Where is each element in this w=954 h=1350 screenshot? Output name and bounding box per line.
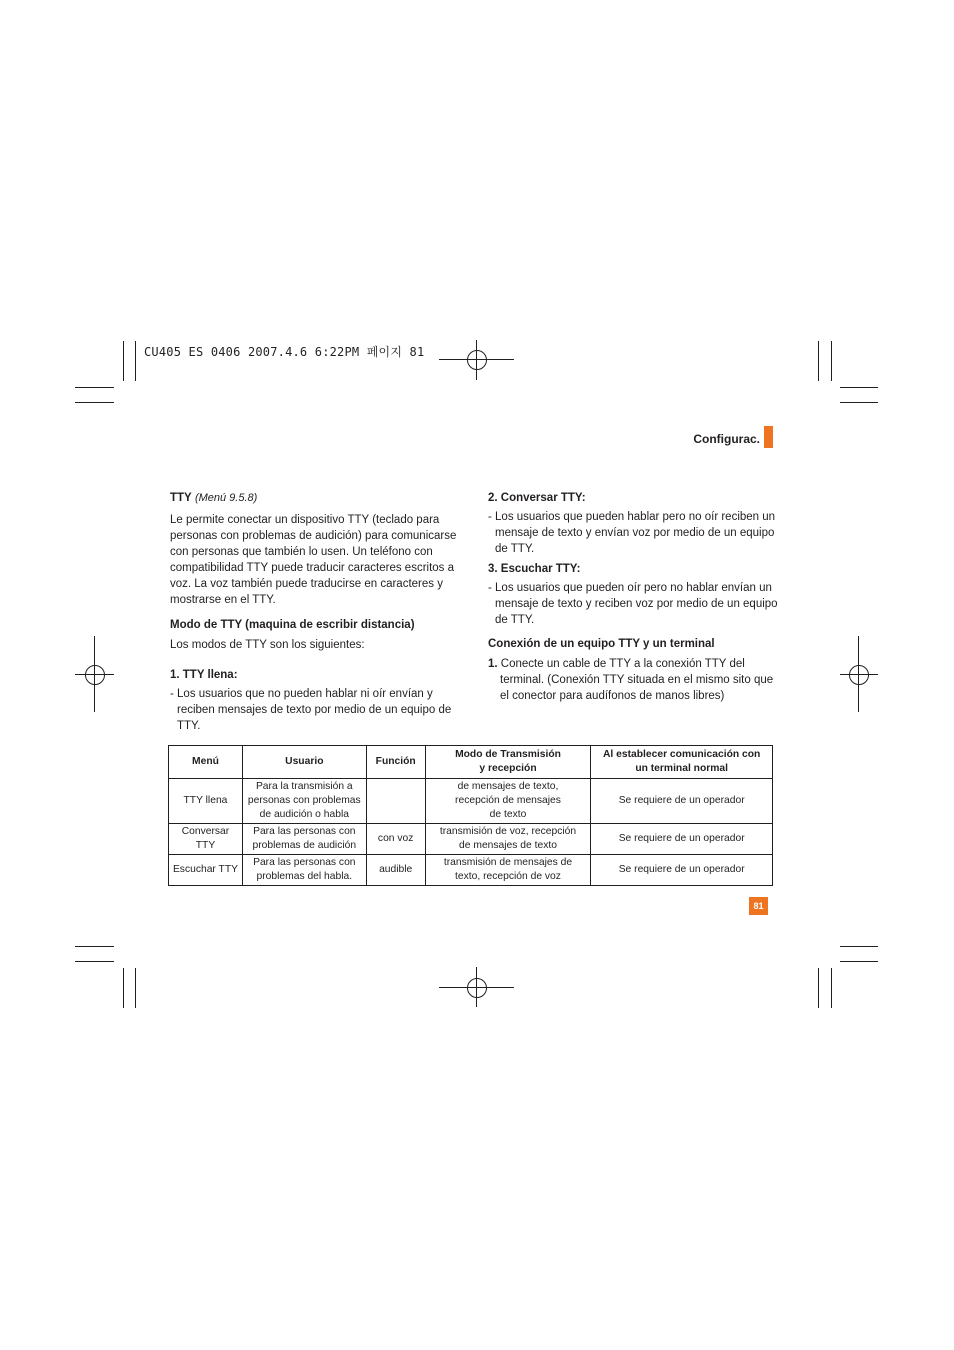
crop-mark [818, 341, 819, 381]
table-cell: transmisión de voz, recepción de mensajes de texto [425, 824, 591, 855]
crop-mark [75, 387, 114, 388]
crop-mark [123, 968, 124, 1008]
page-number-badge: 81 [749, 897, 768, 915]
section-tab-marker [764, 426, 773, 448]
column-header: Menú [169, 746, 243, 779]
crop-mark [75, 402, 114, 403]
table-cell: Se requiere de un operador [591, 855, 773, 886]
crop-mark [75, 946, 114, 947]
crop-mark [75, 961, 114, 962]
modes-intro: Los modos de TTY son los siguientes: [170, 639, 365, 651]
table-cell [366, 779, 425, 824]
table-cell: con voz [366, 824, 425, 855]
step-text: Conecte un cable de TTY a la conexión TTY del terminal. (Conexión TTY situada en el mismo sito que el conector para audífonos de manos libres) [500, 658, 774, 702]
table-cell: Conversar TTY [169, 824, 243, 855]
crop-mark [840, 946, 878, 947]
column-header: Al establecer comunicación con un terminal normal [591, 746, 773, 779]
crop-mark [123, 341, 124, 381]
tty-modes-table [168, 745, 773, 886]
crop-mark [135, 968, 136, 1008]
step-number: 1. [488, 658, 498, 670]
right-column [488, 490, 778, 704]
title-text: TTY [170, 492, 192, 504]
crop-mark [831, 341, 832, 381]
table-cell: Para las personas con problemas de audición [242, 824, 366, 855]
crop-mark [818, 968, 819, 1008]
table-row [169, 779, 773, 824]
mode2-text: - Los usuarios que pueden hablar pero no oír reciben un mensaje de texto y envían voz por medio de un equipo de TTY. [488, 511, 776, 555]
table-cell: TTY llena [169, 779, 243, 824]
column-header: Modo de Transmisión y recepción [425, 746, 591, 779]
modes-heading: Modo de TTY (maquina de escribir distancia) [170, 619, 415, 631]
crop-mark [840, 402, 878, 403]
section-header: Configurac. [693, 432, 760, 446]
table-cell: Para la transmisión a personas con problemas de audición o habla [242, 779, 366, 824]
section-title [170, 490, 460, 506]
mode2-heading: 2. Conversar TTY: [488, 492, 586, 504]
mode3-text: - Los usuarios que pueden oír pero no hablar envían un mensaje de texto y reciben voz por medio de un equipo de TTY. [488, 582, 778, 626]
menu-reference: (Menú 9.5.8) [194, 492, 258, 504]
crop-mark [840, 387, 878, 388]
crop-mark [840, 961, 878, 962]
table-cell: transmisión de mensajes de texto, recepción de voz [425, 855, 591, 886]
table-row [169, 824, 773, 855]
connection-step [488, 656, 778, 704]
table-cell: Se requiere de un operador [591, 824, 773, 855]
table-header-row [169, 746, 773, 779]
table-cell: Para las personas con problemas del habla. [242, 855, 366, 886]
table-cell: de mensajes de texto, recepción de mensajes de texto [425, 779, 591, 824]
table-cell: Escuchar TTY [169, 855, 243, 886]
table-cell: Se requiere de un operador [591, 779, 773, 824]
column-header: Usuario [242, 746, 366, 779]
column-header: Función [366, 746, 425, 779]
mode1-heading: 1. TTY llena: [170, 669, 238, 681]
mode1-text: - Los usuarios que no pueden hablar ni oír envían y reciben mensajes de texto por medio de un equipo de TTY. [170, 688, 452, 732]
mode3-heading: 3. Escuchar TTY: [488, 563, 581, 575]
connection-heading: Conexión de un equipo TTY y un terminal [488, 638, 715, 650]
crop-mark [831, 968, 832, 1008]
crop-mark [135, 341, 136, 381]
table-cell: audible [366, 855, 425, 886]
left-column [170, 490, 460, 734]
table-row [169, 855, 773, 886]
printer-slug: CU405 ES 0406 2007.4.6 6:22PM 페이지 81 [144, 345, 425, 359]
intro-paragraph: Le permite conectar un dispositivo TTY (teclado para personas con problemas de audición) para comunicarse con personas que también lo usen. Un teléfono con compatibilidad TTY puede traducir caracteres escritos a voz. La voz también puede traducirse en caracteres y mostrarse en el TTY. [170, 514, 457, 606]
